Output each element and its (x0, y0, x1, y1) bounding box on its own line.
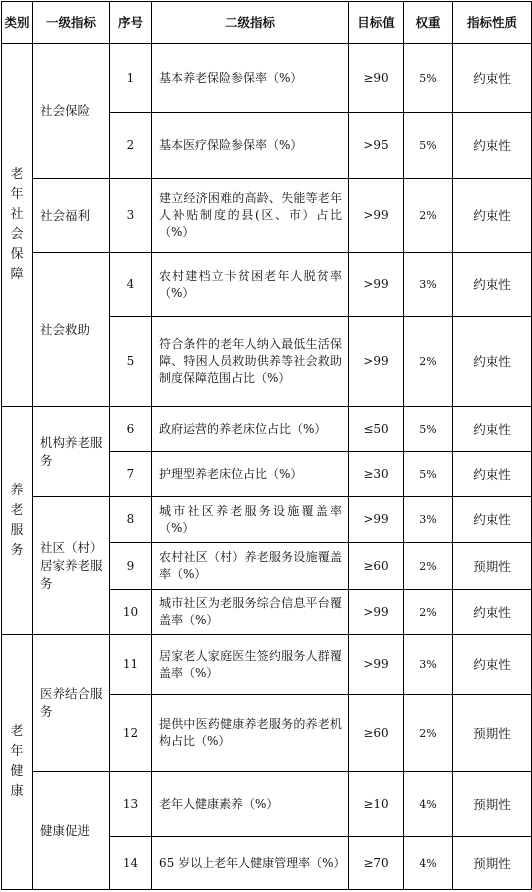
seq-cell: 9 (110, 543, 152, 590)
weight-cell: 3% (404, 635, 453, 695)
weight-cell: 5% (404, 113, 453, 179)
level2-cell: 基本医疗保险参保率（%） (152, 113, 349, 179)
weight-cell: 2% (404, 317, 453, 407)
seq-cell: 6 (110, 407, 152, 452)
weight-cell: 4% (404, 772, 453, 837)
nature-cell: 约束性 (453, 113, 532, 179)
nature-cell: 约束性 (453, 253, 532, 317)
weight-cell: 4% (404, 837, 453, 890)
target-cell: >99 (349, 253, 404, 317)
level2-cell: 农村社区（村）养老服务设施覆盖率（%） (152, 543, 349, 590)
seq-cell: 7 (110, 452, 152, 497)
header-target: 目标值 (349, 2, 404, 44)
level2-cell: 护理型养老床位占比（%） (152, 452, 349, 497)
table-row (2, 44, 532, 113)
level2-cell: 老年人健康素养（%） (152, 772, 349, 837)
table-row (2, 179, 532, 253)
seq-cell: 14 (110, 837, 152, 890)
target-cell: ≥10 (349, 772, 404, 837)
table-row (2, 497, 532, 543)
weight-cell: 2% (404, 543, 453, 590)
weight-cell: 2% (404, 695, 453, 772)
weight-cell: 5% (404, 407, 453, 452)
level1-cell: 机构养老服务 (33, 407, 110, 497)
target-cell: ≥60 (349, 695, 404, 772)
target-cell: >99 (349, 590, 404, 635)
target-cell: >99 (349, 635, 404, 695)
header-weight: 权重 (404, 2, 453, 44)
level2-cell: 城市社区养老服务设施覆盖率（%） (152, 497, 349, 543)
level2-cell: 65 岁以上老年人健康管理率（%） (152, 837, 349, 890)
seq-cell: 3 (110, 179, 152, 253)
level1-cell: 社会保险 (33, 44, 110, 179)
seq-cell: 4 (110, 253, 152, 317)
level1-cell: 社会救助 (33, 253, 110, 407)
seq-cell: 2 (110, 113, 152, 179)
header-level2: 二级指标 (152, 2, 349, 44)
header-nature: 指标性质 (453, 2, 532, 44)
weight-cell: 2% (404, 179, 453, 253)
weight-cell: 5% (404, 452, 453, 497)
target-cell: >99 (349, 317, 404, 407)
table-row (2, 772, 532, 837)
seq-cell: 11 (110, 635, 152, 695)
target-cell: ≥60 (349, 543, 404, 590)
level2-cell: 提供中医药健康养老服务的养老机构占比（%） (152, 695, 349, 772)
table-row (2, 635, 532, 695)
target-cell: >99 (349, 497, 404, 543)
level2-cell: 农村建档立卡贫困老年人脱贫率（%） (152, 253, 349, 317)
nature-cell: 约束性 (453, 179, 532, 253)
level2-cell: 符合条件的老年人纳入最低生活保障、特困人员救助供养等社会救助制度保障范围占比（%） (152, 317, 349, 407)
target-cell: ≥70 (349, 837, 404, 890)
seq-cell: 10 (110, 590, 152, 635)
table-row (2, 253, 532, 317)
header-category: 类别 (2, 2, 33, 44)
nature-cell: 预期性 (453, 837, 532, 890)
seq-cell: 1 (110, 44, 152, 113)
level1-cell: 社区（村）居家养老服务 (33, 497, 110, 635)
weight-cell: 3% (404, 253, 453, 317)
nature-cell: 约束性 (453, 497, 532, 543)
nature-cell: 预期性 (453, 772, 532, 837)
nature-cell: 约束性 (453, 407, 532, 452)
category-cell: 老年社会保障 (2, 44, 33, 407)
level1-cell: 健康促进 (33, 772, 110, 890)
nature-cell: 预期性 (453, 695, 532, 772)
nature-cell: 约束性 (453, 317, 532, 407)
category-cell: 老年健康 (2, 635, 33, 890)
weight-cell: 5% (404, 44, 453, 113)
indicator-table (1, 1, 532, 890)
header-level1: 一级指标 (33, 2, 110, 44)
level2-cell: 基本养老保险参保率（%） (152, 44, 349, 113)
level2-cell: 建立经济困难的高龄、失能等老年人补贴制度的县(区、市）占比（%） (152, 179, 349, 253)
target-cell: >99 (349, 179, 404, 253)
header-row (2, 2, 532, 44)
table-row (2, 407, 532, 452)
seq-cell: 8 (110, 497, 152, 543)
header-seq: 序号 (110, 2, 152, 44)
nature-cell: 约束性 (453, 452, 532, 497)
level2-cell: 政府运营的养老床位占比（%） (152, 407, 349, 452)
target-cell: ≥90 (349, 44, 404, 113)
level1-cell: 医养结合服务 (33, 635, 110, 772)
target-cell: >95 (349, 113, 404, 179)
category-cell: 养老服务 (2, 407, 33, 635)
nature-cell: 预期性 (453, 543, 532, 590)
nature-cell: 约束性 (453, 44, 532, 113)
target-cell: ≤50 (349, 407, 404, 452)
level2-cell: 城市社区为老服务综合信息平台覆盖率（%） (152, 590, 349, 635)
level2-cell: 居家老人家庭医生签约服务人群覆盖率（%） (152, 635, 349, 695)
seq-cell: 5 (110, 317, 152, 407)
nature-cell: 约束性 (453, 635, 532, 695)
target-cell: ≥30 (349, 452, 404, 497)
weight-cell: 3% (404, 497, 453, 543)
seq-cell: 12 (110, 695, 152, 772)
level1-cell: 社会福利 (33, 179, 110, 253)
seq-cell: 13 (110, 772, 152, 837)
nature-cell: 约束性 (453, 590, 532, 635)
weight-cell: 2% (404, 590, 453, 635)
